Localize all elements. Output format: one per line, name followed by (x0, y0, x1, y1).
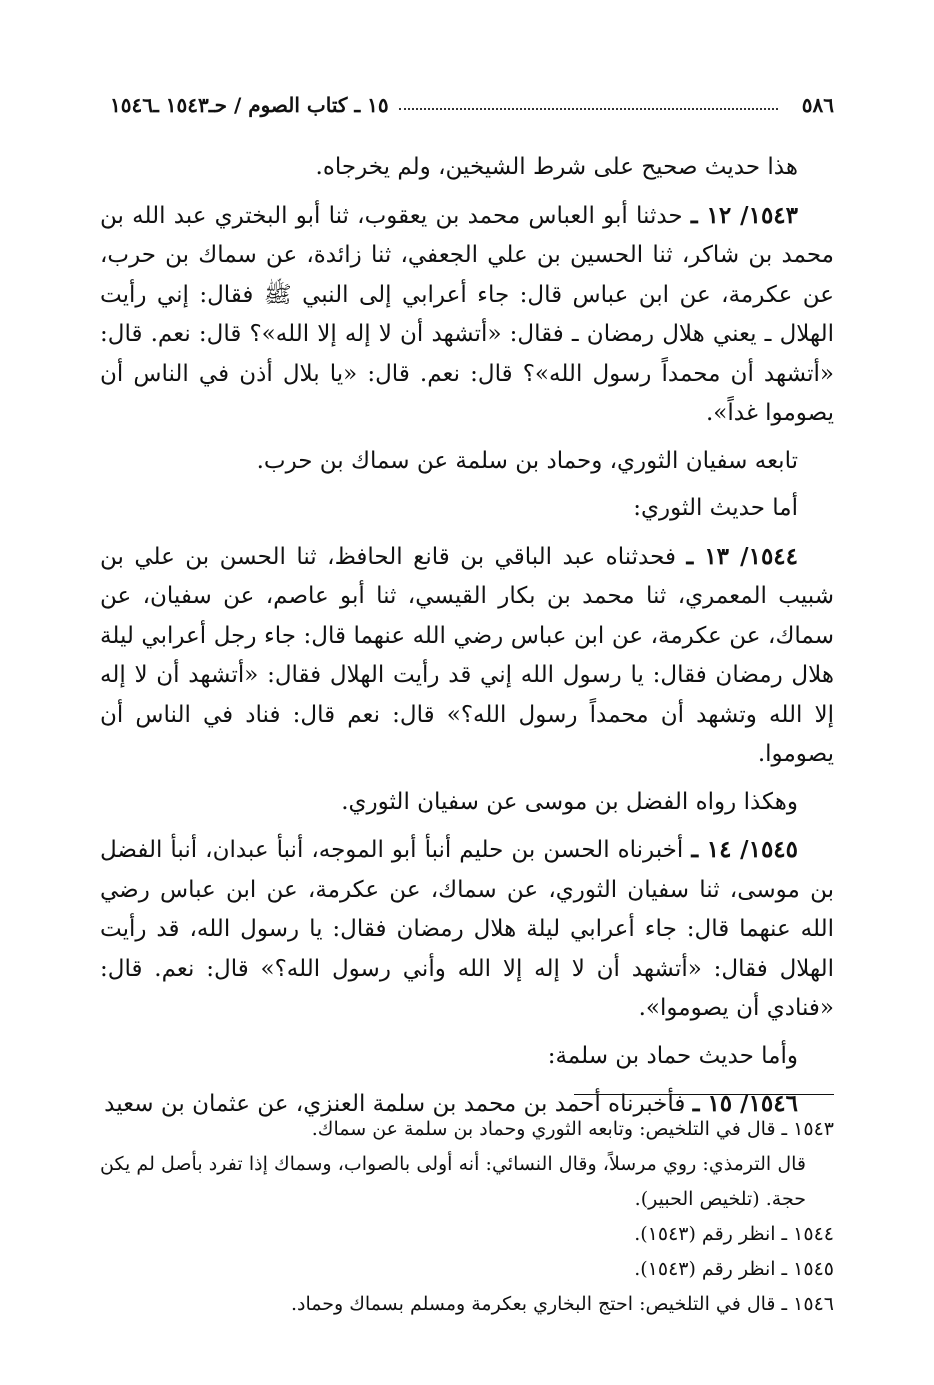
footnotes (100, 1112, 834, 1322)
paragraph-text: أخبرناه الحسن بن حليم أنبأ أبو الموجه، أنبأ عبدان، أنبأ الفضل بن موسى، ثنا سفيان الثوري، عن سماك، عن عكرمة، عن ابن عباس رضي الله عنهما قال: جاء أعرابي ليلة هلال رمضان فقال: يا رسول الله، قد رأيت الهلال فقال: «أتشهد أن لا إله إلا الله وأني رسول الله؟» قال: نعم. قال: «فنادي أن يصوموا». (100, 837, 834, 1021)
footnote: قال الترمذي: روي مرسلاً، وقال النسائي: أنه أولى بالصواب، وسماك إذا تفرد بأصل لم يكن حجة. (تلخيص الحبير). (100, 1153, 806, 1210)
paragraph-text: تابعه سفيان الثوري، وحماد بن سلمة عن سماك بن حرب. (256, 447, 798, 474)
hadith-number: ١٥٤٤/ ١٣ ـ (686, 542, 799, 570)
paragraph-text: وهكذا رواه الفضل بن موسى عن سفيان الثوري. (341, 788, 798, 815)
footnote: ١٥٤٣ ـ قال في التلخيص: وتابعه الثوري وحماد بن سلمة عن سماك. (311, 1118, 834, 1140)
paragraph-text: وأما حديث حماد بن سلمة: (547, 1042, 798, 1069)
hadith-paragraph (100, 196, 834, 434)
paragraph-text: أما حديث الثوري: (633, 495, 798, 521)
paragraph (100, 442, 834, 482)
paragraph-text: فحدثناه عبد الباقي بن قانع الحافظ، ثنا الحسن بن علي بن شبيب المعمري، ثنا محمد بن بكار القيسي، ثنا أبو عاصم، عن سفيان، عن سماك، عن عكرمة، عن ابن عباس رضي الله عنهما قال: جاء رجل أعرابي ليلة هلال رمضان فقال: يا رسول الله إني قد رأيت الهلال فقال: «أتشهد أن لا إله إلا الله وتشهد أن محمداً رسول الله؟» قال: نعم قال: فناد في الناس أن يصوموا. (100, 543, 834, 767)
page-number: ٥٨٦ (801, 93, 834, 117)
footnote: ١٥٤٥ ـ انظر رقم (١٥٤٣). (634, 1258, 834, 1280)
running-title: ١٥ ـ كتاب الصوم / حـ١٥٤٣ ـ١٥٤٦ (110, 93, 389, 117)
footnote: ١٥٤٦ ـ قال في التلخيص: احتج البخاري بعكرمة ومسلم بسماك وحماد. (291, 1293, 834, 1315)
paragraph (100, 148, 834, 188)
paragraph-text: فأخبرناه أحمد بن محمد بن سلمة العنزي، عن عثمان بن سعيد (104, 1091, 686, 1117)
hadith-number: ١٥٤٥/ ١٤ ـ (691, 836, 799, 863)
main-text (100, 148, 834, 1133)
hadith-number: ١٥٤٣/ ١٢ ـ (690, 201, 799, 229)
paragraph (100, 1037, 834, 1077)
header-dotted-leader (399, 108, 778, 110)
paragraph (100, 783, 834, 823)
footnote: ١٥٤٤ ـ انظر رقم (١٥٤٣). (634, 1223, 834, 1245)
hadith-number: ١٥٤٦/ ١٥ ـ (692, 1090, 798, 1117)
paragraph (100, 489, 834, 529)
footnote-separator (574, 1094, 834, 1095)
page-header (110, 88, 834, 122)
hadith-paragraph (100, 537, 834, 775)
paragraph-text: هذا حديث صحيح على شرط الشيخين، ولم يخرجاه. (315, 154, 798, 180)
paragraph-text: حدثنا أبو العباس محمد بن يعقوب، ثنا أبو البختري عبد الله بن محمد بن شاكر، ثنا الحسين بن علي الجعفي، ثنا زائدة، عن سماك بن حرب، عن عكرمة، عن ابن عباس قال: جاء أعرابي إلى النبي ﷺ فقال: إني رأيت الهلال ـ يعني هلال رمضان ـ فقال: «أتشهد أن لا إله إلا الله»؟ قال: نعم. قال: «أتشهد أن محمداً رسول الله»؟ قال: نعم. قال: «يا بلال أذن في الناس أن يصوموا غداً». (100, 202, 834, 426)
hadith-paragraph (100, 830, 834, 1029)
